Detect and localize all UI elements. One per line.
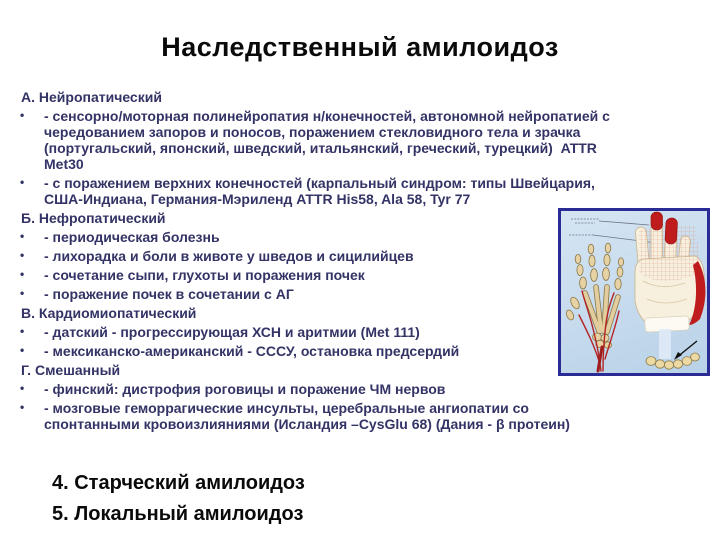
- section-header-v: В. Кардиомиопатический: [21, 305, 197, 321]
- palm-hand: [635, 212, 705, 332]
- bullet-marker: •: [20, 108, 25, 122]
- bullet-line: [18, 381, 708, 397]
- bullet-text: - сенсорно/моторная полинейропатия н/конечностей, автономной нейропатией с: [44, 108, 610, 124]
- bullet-line: [18, 400, 708, 416]
- wrist-pointer-strip: [659, 329, 671, 359]
- bullet-line: [18, 108, 708, 124]
- continuation-line: чередованием запоров и поносов, поражением стекловидного тела и зрачка: [44, 124, 581, 140]
- bullet-text: - сочетание сыпи, глухоты и поражения почек: [44, 267, 365, 283]
- bullet-marker: •: [20, 324, 25, 338]
- section-header-g: Г. Смешанный: [21, 362, 121, 378]
- continuation-line: США-Индиана, Германия-Мэриленд ATTR His58, Ala 58, Tyr 77: [44, 191, 471, 207]
- bullet-text: - поражение почек в сочетании с АГ: [44, 286, 294, 302]
- bullet-marker: •: [20, 248, 25, 262]
- footer-list: [52, 468, 305, 530]
- section-header-a: А. Нейропатический: [21, 89, 162, 105]
- footer-item-5: 5. Локальный амилоидоз: [52, 503, 304, 525]
- bullet-marker: •: [20, 400, 25, 414]
- bullet-marker: •: [20, 286, 25, 300]
- hand-skeleton-and-palm-illustration-icon: [561, 211, 707, 373]
- footer-item-4: 4. Старческий амилоидоз: [52, 472, 305, 494]
- bullet-marker: •: [20, 175, 25, 189]
- bullet-text: - с поражением верхних конечностей (карпальный синдром: типы Швейцария,: [44, 175, 595, 191]
- skeletal-hand: [565, 243, 624, 371]
- bullet-text: - мексиканско-американский - СССУ, остановка предсердий: [44, 343, 460, 359]
- bullet-marker: •: [20, 343, 25, 357]
- slide-title: Наследственный амилоидоз: [161, 32, 559, 62]
- bullet-text: - периодическая болезнь: [44, 229, 220, 245]
- bullet-text: - датский - прогрессирующая ХСН и аритмии (Met 111): [44, 324, 420, 340]
- bullet-text: - финский: дистрофия роговицы и поражение ЧМ нервов: [44, 381, 446, 397]
- bullet-text: - лихорадка и боли в животе у шведов и сицилийцев: [44, 248, 414, 264]
- carpal-bones: [646, 353, 699, 369]
- continuation-line: Met30: [44, 156, 84, 172]
- bullet-text: - мозговые геморрагические инсульты, церебральные ангиопатии со: [44, 400, 529, 416]
- section-header-b: Б. Нефропатический: [21, 210, 166, 226]
- bullet-marker: •: [20, 267, 25, 281]
- bullet-marker: •: [20, 381, 25, 395]
- continuation-line: (португальский, японский, шведский, итальянский, греческий, турецкий) ATTR: [44, 140, 597, 156]
- bullet-line: [18, 175, 708, 191]
- continuation-line: спонтанными кровоизлияниями (Исландия –CysGlu 68) (Дания - β протеин): [44, 416, 570, 432]
- bullet-marker: •: [20, 229, 25, 243]
- hand-illustration-frame: [558, 208, 710, 376]
